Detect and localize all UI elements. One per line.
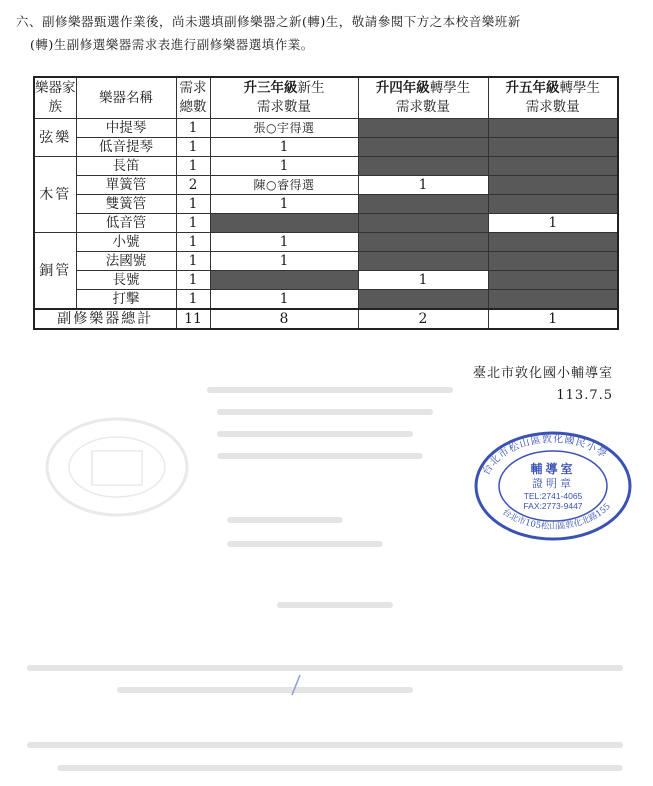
table-row <box>34 233 618 252</box>
grade5-cell-shaded <box>488 157 618 176</box>
grade5-cell-shaded <box>488 138 618 157</box>
table-row <box>34 138 618 157</box>
stamp-ring-text: 台北市松山區敦化國民小學 <box>480 433 610 478</box>
grade5-cell-shaded <box>488 233 618 252</box>
instrument-total: 1 <box>176 195 210 214</box>
intro-line-2: (轉)生副修選樂器需求表進行副修樂器選填作業。 <box>30 37 314 52</box>
group-woodwind: 木管 <box>34 157 76 233</box>
grade4-cell-shaded <box>358 290 488 310</box>
stamp-address: 台北市105松山區敦化北路155 <box>500 501 613 532</box>
grade5-cell-shaded <box>488 195 618 214</box>
office-name: 臺北市敦化國小輔導室 <box>472 366 613 381</box>
intro-line-1: 六、副修樂器甄選作業後，尚未選填副修樂器之新(轉)生，敬請參閱下方之本校音樂班新 <box>16 14 521 29</box>
header-total: 需求總數 <box>176 77 210 119</box>
header-family: 樂器家族 <box>34 77 76 119</box>
table-row <box>34 119 618 138</box>
instrument-total: 1 <box>176 252 210 271</box>
table-row <box>34 290 618 310</box>
header-grade3-sub: 需求數量 <box>257 99 311 115</box>
instrument-total: 1 <box>176 214 210 233</box>
grade5-cell-shaded <box>488 176 618 195</box>
instrument-name: 長號 <box>76 271 176 290</box>
grade4-cell-shaded <box>358 138 488 157</box>
grade3-cell: 陳○睿得選 <box>210 176 358 195</box>
grade4-cell-shaded <box>358 233 488 252</box>
grade3-cell: 張○宇得選 <box>210 119 358 138</box>
table-row <box>34 271 618 290</box>
instrument-name: 打擊 <box>76 290 176 310</box>
instrument-name: 低音管 <box>76 214 176 233</box>
header-grade5-sub: 需求數量 <box>525 99 580 115</box>
header-name: 樂器名稱 <box>76 77 176 119</box>
header-grade4-rest: 轉學生 <box>429 80 471 96</box>
grade5-cell-shaded <box>488 252 618 271</box>
instrument-name: 單簧管 <box>76 176 176 195</box>
table-header-row <box>34 77 618 119</box>
instrument-name: 中提琴 <box>76 119 176 138</box>
table-row <box>34 214 618 233</box>
grade3-cell: 1 <box>210 252 358 271</box>
grade3-cell-shaded <box>210 271 358 290</box>
grade4-cell: 1 <box>358 176 488 195</box>
instrument-name: 雙簧管 <box>76 195 176 214</box>
grade5-cell-shaded <box>488 271 618 290</box>
total-grade5: 1 <box>488 309 618 329</box>
grade4-cell: 1 <box>358 271 488 290</box>
header-grade4-sub: 需求數量 <box>396 99 450 115</box>
grade5-cell-shaded <box>488 119 618 138</box>
header-grade4-bold: 升四年級 <box>375 80 430 96</box>
grade3-cell: 1 <box>210 157 358 176</box>
header-grade5-bold: 升五年級 <box>505 80 560 96</box>
instrument-total: 1 <box>176 138 210 157</box>
header-grade5-rest: 轉學生 <box>559 80 600 96</box>
table-row <box>34 195 618 214</box>
total-grade3: 8 <box>210 309 358 329</box>
grade5-cell-shaded <box>488 290 618 310</box>
instrument-demand-table <box>33 76 619 330</box>
signoff <box>473 363 613 407</box>
group-brass: 銅管 <box>34 233 76 310</box>
stamp-subtitle: 證明章 <box>532 477 574 490</box>
instrument-name: 法國號 <box>76 252 176 271</box>
stamp-fax: FAX:2773-9447 <box>523 501 583 511</box>
instrument-name: 長笛 <box>76 157 176 176</box>
instrument-total: 1 <box>176 233 210 252</box>
total-count: 11 <box>176 309 210 329</box>
table-row <box>34 157 618 176</box>
grade4-cell-shaded <box>358 195 488 214</box>
grade3-cell: 1 <box>210 290 358 310</box>
header-grade3 <box>210 77 358 119</box>
grade3-cell-shaded <box>210 214 358 233</box>
grade5-cell: 1 <box>488 214 618 233</box>
school-guidance-office-stamp <box>473 430 633 542</box>
table-row <box>34 176 618 195</box>
total-label: 副修樂器總計 <box>34 309 176 329</box>
group-strings: 弦樂 <box>34 119 76 157</box>
instrument-total: 2 <box>176 176 210 195</box>
instrument-name: 小號 <box>76 233 176 252</box>
header-grade3-rest: 新生 <box>297 80 325 96</box>
grade4-cell-shaded <box>358 157 488 176</box>
grade4-cell-shaded <box>358 214 488 233</box>
instrument-name: 低音提琴 <box>76 138 176 157</box>
header-grade4 <box>358 77 488 119</box>
instrument-total: 1 <box>176 157 210 176</box>
grade3-cell: 1 <box>210 233 358 252</box>
total-row <box>34 309 618 329</box>
grade3-cell: 1 <box>210 195 358 214</box>
grade4-cell-shaded <box>358 252 488 271</box>
header-grade5 <box>488 77 618 119</box>
issue-date: 113.7.5 <box>556 388 613 403</box>
instrument-total: 1 <box>176 119 210 138</box>
total-grade4: 2 <box>358 309 488 329</box>
instrument-total: 1 <box>176 271 210 290</box>
grade3-cell: 1 <box>210 138 358 157</box>
stamp-tel: TEL:2741-4065 <box>523 491 583 501</box>
table-row <box>34 252 618 271</box>
grade4-cell-shaded <box>358 119 488 138</box>
stamp-title: 輔導室 <box>530 462 576 476</box>
bleed-through-stamp <box>42 415 192 520</box>
header-grade3-bold: 升三年級 <box>243 80 298 96</box>
instrument-total: 1 <box>176 290 210 310</box>
intro-text <box>16 10 636 56</box>
